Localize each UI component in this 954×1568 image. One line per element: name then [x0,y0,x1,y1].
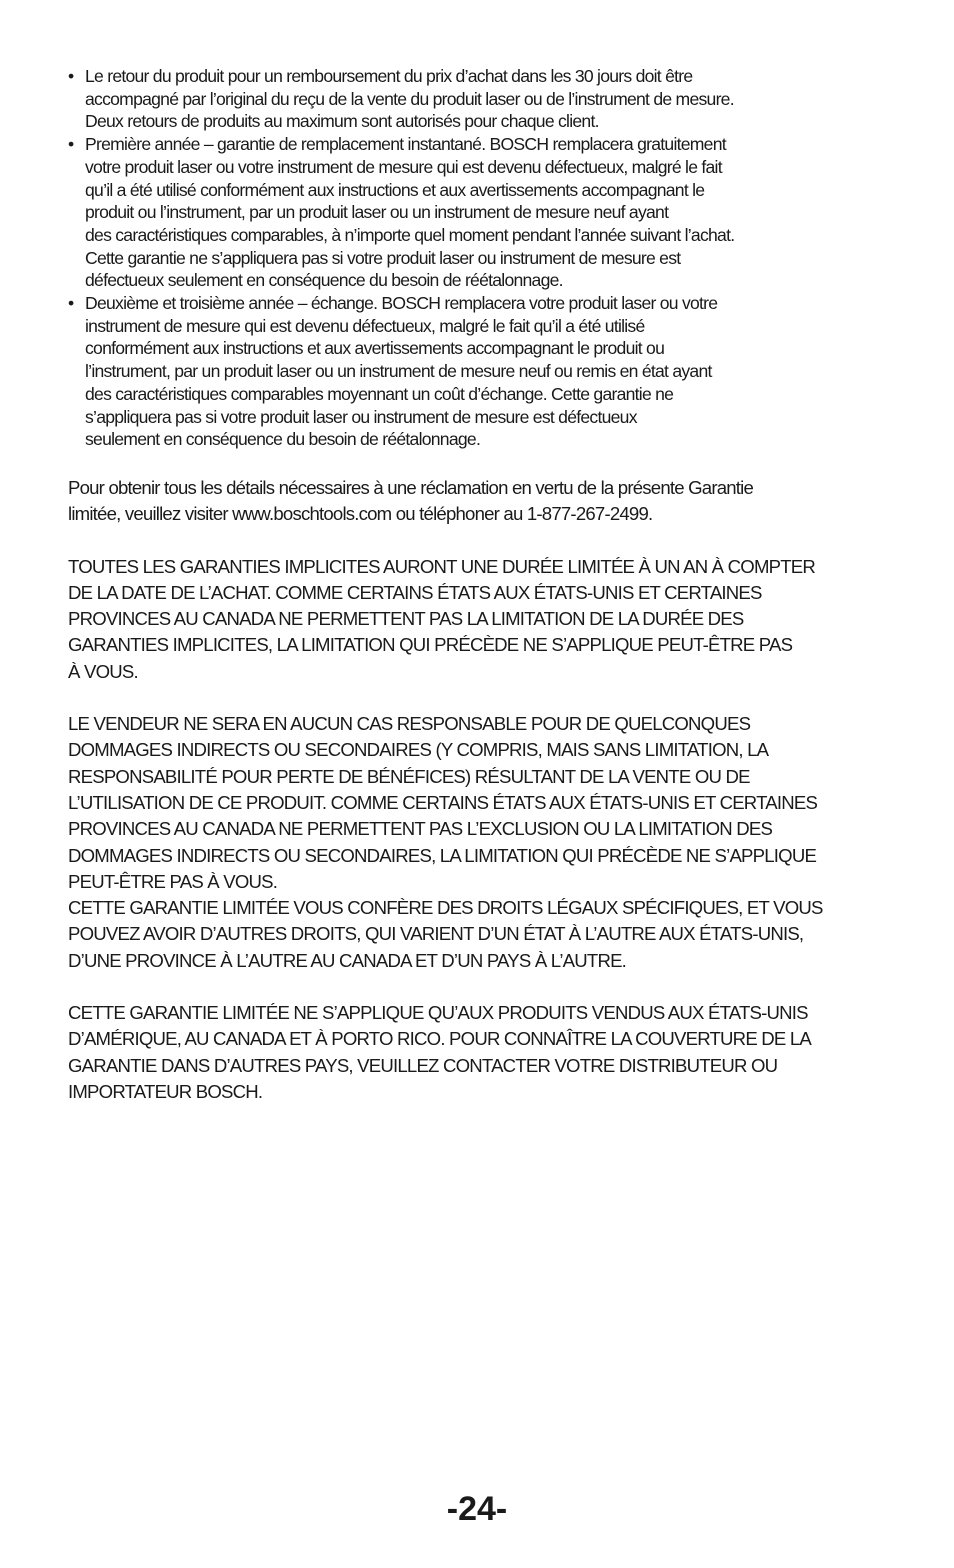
bullet-line: des caractéristiques comparables, à n’importe quel moment pendant l’année suivant l’achat. [85,224,735,245]
bullet-line: des caractéristiques comparables moyennant un coût d’échange. Cette garantie ne [85,383,674,404]
paragraph-line: CETTE GARANTIE LIMITÉE NE S’APPLIQUE QU’AUX PRODUITS VENDUS AUX ÉTATS-UNIS [68,1002,808,1023]
bullet-line: seulement en conséquence du besoin de réétalonnage. [85,429,481,450]
bullet-line: Première année – garantie de remplacement instantané. BOSCH remplacera gratuitement [85,134,726,155]
bullet-line: accompagné par l’original du reçu de la vente du produit laser ou de l’instrument de mesure. [85,88,734,109]
paragraph-line: IMPORTATEUR BOSCH. [68,1080,263,1102]
paragraph-line: L’UTILISATION DE CE PRODUIT. COMME CERTAINS ÉTATS AUX ÉTATS-UNIS ET CERTAINES [68,791,818,813]
paragraph-line: GARANTIE DANS D’AUTRES PAYS, VEUILLEZ CONTACTER VOTRE DISTRIBUTEUR OU [68,1054,778,1076]
bullet-item-second-third-year [68,292,888,451]
page-number: -24- [446,1490,508,1528]
paragraph-line: D’AMÉRIQUE, AU CANADA ET À PORTO RICO. POUR CONNAÎTRE LA COUVERTURE DE LA [68,1028,812,1050]
paragraph-line: GARANTIES IMPLICITES, LA LIMITATION QUI PRÉCÈDE NE S’APPLIQUE PEUT-ÊTRE PAS [68,634,793,656]
paragraph-line: Pour obtenir tous les détails nécessaires à une réclamation en vertu de la présente Garantie [68,476,754,498]
paragraph-line: À VOUS. [68,660,138,682]
territory-paragraph [68,1000,888,1105]
bullet-dot: • [68,293,74,314]
warranty-bullet-list [68,65,888,451]
page-content [68,65,888,1105]
bullet-line: produit ou l’instrument, par un produit laser ou un instrument de mesure neuf ayant [85,202,669,223]
bullet-line: défectueux seulement en conséquence du besoin de réétalonnage. [85,270,563,291]
legal-rights-paragraph [68,895,888,974]
paragraph-line: DOMMAGES INDIRECTS OU SECONDAIRES, LA LIMITATION QUI PRÉCÈDE NE S’APPLIQUE [68,844,817,866]
bullet-line: conformément aux instructions et aux avertissements accompagnant le produit ou [85,338,665,359]
implied-warranties-paragraph [68,554,888,685]
paragraph-line: LE VENDEUR NE SERA EN AUCUN CAS RESPONSABLE POUR DE QUELCONQUES [68,713,751,735]
bullet-line: l’instrument, par un produit laser ou un instrument de mesure neuf ou remis en état ayant [85,361,712,382]
bullet-line: s’appliquera pas si votre produit laser ou instrument de mesure est défectueux [85,406,637,427]
paragraph-line: limitée, veuillez visiter www.boschtools.com ou téléphoner au 1-877-267-2499. [68,503,653,525]
paragraph-line: PROVINCES AU CANADA NE PERMETTENT PAS L’EXCLUSION OU LA LIMITATION DES [68,818,773,840]
paragraph-line: POUVEZ AVOIR D’AUTRES DROITS, QUI VARIENT D’UN ÉTAT À L’AUTRE AUX ÉTATS-UNIS, [68,923,804,945]
bullet-dot: • [68,134,74,155]
paragraph-line: TOUTES LES GARANTIES IMPLICITES AURONT UNE DURÉE LIMITÉE À UN AN À COMPTER [68,555,816,577]
bullet-line: Deuxième et troisième année – échange. BOSCH remplacera votre produit laser ou votre [85,293,718,314]
bullet-line: qu’il a été utilisé conformément aux instructions et aux avertissements accompagnant le [85,179,705,200]
bullet-line: instrument de mesure qui est devenu défectueux, malgré le fait qu’il a été utilisé [85,315,645,336]
liability-paragraph [68,711,888,895]
paragraph-line: PROVINCES AU CANADA NE PERMETTENT PAS LA LIMITATION DE LA DURÉE DES [68,608,744,630]
claim-details-paragraph [68,475,888,528]
bullet-line: Deux retours de produits au maximum sont autorisés pour chaque client. [85,111,599,132]
bullet-item-first-year [68,133,888,292]
bullet-line: Le retour du produit pour un remboursement du prix d’achat dans les 30 jours doit être [85,66,693,86]
bullet-item-refund [68,65,888,133]
bullet-line: Cette garantie ne s’appliquera pas si votre produit laser ou instrument de mesure est [85,247,681,268]
paragraph-line: CETTE GARANTIE LIMITÉE VOUS CONFÈRE DES DROITS LÉGAUX SPÉCIFIQUES, ET VOUS [68,897,823,919]
bullet-dot: • [68,66,74,86]
paragraph-line: DE LA DATE DE L’ACHAT. COMME CERTAINS ÉTATS AUX ÉTATS-UNIS ET CERTAINES [68,581,762,603]
bullet-line: votre produit laser ou votre instrument de mesure qui est devenu défectueux, malgré le fait [85,156,722,177]
paragraph-line: RESPONSABILITÉ POUR PERTE DE BÉNÉFICES) RÉSULTANT DE LA VENTE OU DE [68,765,750,787]
paragraph-line: DOMMAGES INDIRECTS OU SECONDAIRES (Y COMPRIS, MAIS SANS LIMITATION, LA [68,739,769,761]
paragraph-line: PEUT-ÊTRE PAS À VOUS. [68,870,278,892]
paragraph-line: D’UNE PROVINCE À L’AUTRE AU CANADA ET D’UN PAYS À L’AUTRE. [68,949,627,971]
